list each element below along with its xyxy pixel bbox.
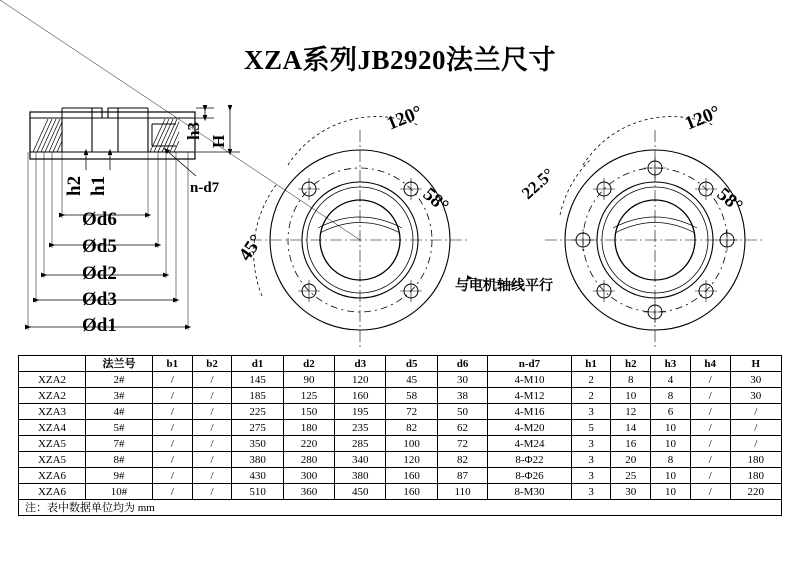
cell: / bbox=[690, 468, 730, 484]
cell: 45 bbox=[386, 372, 437, 388]
table-row bbox=[19, 372, 782, 388]
cell: 10 bbox=[611, 388, 651, 404]
page-title: XZA系列JB2920法兰尺寸 bbox=[243, 45, 556, 75]
cell: / bbox=[192, 372, 232, 388]
cell: XZA6 bbox=[19, 484, 86, 500]
cell: 8-Φ26 bbox=[488, 468, 572, 484]
cell: 120 bbox=[386, 452, 437, 468]
cell: / bbox=[690, 388, 730, 404]
cell: 6 bbox=[651, 404, 691, 420]
label-d5: Ød5 bbox=[82, 236, 117, 257]
header-cell: h2 bbox=[611, 356, 651, 372]
cell: 10# bbox=[86, 484, 153, 500]
cell: 2 bbox=[571, 388, 611, 404]
cell: XZA4 bbox=[19, 420, 86, 436]
cell: / bbox=[153, 388, 193, 404]
cell: / bbox=[153, 420, 193, 436]
cell: 82 bbox=[386, 420, 437, 436]
cell: 3 bbox=[571, 468, 611, 484]
cell: 82 bbox=[437, 452, 487, 468]
cell: 110 bbox=[437, 484, 487, 500]
cell: 30 bbox=[730, 372, 781, 388]
cell: 300 bbox=[283, 468, 334, 484]
cell: 14 bbox=[611, 420, 651, 436]
cell: 185 bbox=[232, 388, 283, 404]
cell: 72 bbox=[437, 436, 487, 452]
cell: 4-M24 bbox=[488, 436, 572, 452]
cell: / bbox=[153, 484, 193, 500]
cell: / bbox=[192, 484, 232, 500]
cell: 145 bbox=[232, 372, 283, 388]
cell: / bbox=[690, 452, 730, 468]
label-angle-120-left: 120° bbox=[384, 101, 426, 135]
cell: XZA5 bbox=[19, 452, 86, 468]
cell: 220 bbox=[730, 484, 781, 500]
cell: 510 bbox=[232, 484, 283, 500]
cell: 360 bbox=[283, 484, 334, 500]
cell: / bbox=[153, 436, 193, 452]
table-header-row bbox=[19, 356, 782, 372]
cell: / bbox=[730, 420, 781, 436]
cell: 10 bbox=[651, 420, 691, 436]
header-cell: h1 bbox=[571, 356, 611, 372]
cell: / bbox=[192, 436, 232, 452]
cell: 8-M30 bbox=[488, 484, 572, 500]
header-cell: h3 bbox=[651, 356, 691, 372]
table-row bbox=[19, 484, 782, 500]
table-row bbox=[19, 404, 782, 420]
cell: 450 bbox=[335, 484, 386, 500]
label-angle-58-left: 58° bbox=[418, 183, 453, 217]
table-note: 注：表中数据单位均为 mm bbox=[19, 500, 782, 516]
cell: 50 bbox=[437, 404, 487, 420]
cell: / bbox=[192, 420, 232, 436]
header-cell: b2 bbox=[192, 356, 232, 372]
label-angle-22-5-right: 22.5° bbox=[517, 164, 558, 203]
cell: 125 bbox=[283, 388, 334, 404]
cell: / bbox=[690, 372, 730, 388]
cell: 380 bbox=[232, 452, 283, 468]
front-view-4-hole bbox=[0, 0, 470, 350]
cell: 180 bbox=[283, 420, 334, 436]
cell: 72 bbox=[386, 404, 437, 420]
cell: / bbox=[192, 452, 232, 468]
front-view-8-hole bbox=[545, 117, 765, 350]
cell: 7# bbox=[86, 436, 153, 452]
cell: 8 bbox=[611, 372, 651, 388]
label-angle-120-right: 120° bbox=[682, 101, 724, 135]
cell: 4# bbox=[86, 404, 153, 420]
cell: 3 bbox=[571, 452, 611, 468]
header-cell: d1 bbox=[232, 356, 283, 372]
cell: 3# bbox=[86, 388, 153, 404]
cell: 220 bbox=[283, 436, 334, 452]
header-cell: n-d7 bbox=[488, 356, 572, 372]
cell: 87 bbox=[437, 468, 487, 484]
cell: 8# bbox=[86, 452, 153, 468]
cell: 285 bbox=[335, 436, 386, 452]
cell: 9# bbox=[86, 468, 153, 484]
header-cell: d5 bbox=[386, 356, 437, 372]
label-h2: h2 bbox=[64, 175, 85, 196]
header-cell: d2 bbox=[283, 356, 334, 372]
cell: 380 bbox=[335, 468, 386, 484]
label-d1: Ød1 bbox=[82, 315, 117, 336]
label-angle-58-right: 58° bbox=[712, 183, 747, 217]
cell: 280 bbox=[283, 452, 334, 468]
cell: / bbox=[690, 420, 730, 436]
cell: 195 bbox=[335, 404, 386, 420]
cell: / bbox=[730, 404, 781, 420]
cell: 10 bbox=[651, 436, 691, 452]
label-d2: Ød2 bbox=[82, 263, 117, 284]
cell: / bbox=[690, 404, 730, 420]
cell: 30 bbox=[611, 484, 651, 500]
cell: / bbox=[192, 468, 232, 484]
cell: XZA6 bbox=[19, 468, 86, 484]
header-cell: d6 bbox=[437, 356, 487, 372]
cell: 8 bbox=[651, 388, 691, 404]
cell: / bbox=[690, 484, 730, 500]
cell: 160 bbox=[335, 388, 386, 404]
label-h1: h1 bbox=[88, 175, 109, 196]
label-angle-45-left: 45° bbox=[234, 231, 268, 265]
cell: 62 bbox=[437, 420, 487, 436]
cell: XZA3 bbox=[19, 404, 86, 420]
table-note-row bbox=[19, 500, 782, 516]
cell: / bbox=[153, 452, 193, 468]
label-d6: Ød6 bbox=[82, 209, 117, 230]
cell: 58 bbox=[386, 388, 437, 404]
cell: 38 bbox=[437, 388, 487, 404]
cell: / bbox=[690, 436, 730, 452]
cell: 16 bbox=[611, 436, 651, 452]
cell: 430 bbox=[232, 468, 283, 484]
table-row bbox=[19, 452, 782, 468]
cell: 160 bbox=[386, 468, 437, 484]
cell: XZA2 bbox=[19, 388, 86, 404]
cell: 225 bbox=[232, 404, 283, 420]
cell: 235 bbox=[335, 420, 386, 436]
cell: 4-M16 bbox=[488, 404, 572, 420]
cell: XZA5 bbox=[19, 436, 86, 452]
label-d3: Ød3 bbox=[82, 289, 117, 310]
cell: 25 bbox=[611, 468, 651, 484]
cell: 180 bbox=[730, 468, 781, 484]
dimension-table bbox=[18, 355, 782, 516]
table-row bbox=[19, 420, 782, 436]
cell: 30 bbox=[730, 388, 781, 404]
cell: 8-Φ22 bbox=[488, 452, 572, 468]
cell: 10 bbox=[651, 484, 691, 500]
cell: XZA2 bbox=[19, 372, 86, 388]
cell: / bbox=[153, 404, 193, 420]
table-row bbox=[19, 388, 782, 404]
cell: / bbox=[153, 372, 193, 388]
cell: / bbox=[192, 388, 232, 404]
label-n-d7: n-d7 bbox=[190, 180, 220, 196]
header-cell: h4 bbox=[690, 356, 730, 372]
cell: 10 bbox=[651, 468, 691, 484]
cell: 100 bbox=[386, 436, 437, 452]
cell: 160 bbox=[386, 484, 437, 500]
table-row bbox=[19, 436, 782, 452]
label-H: H bbox=[209, 134, 228, 148]
cell: 5# bbox=[86, 420, 153, 436]
cell: 2 bbox=[571, 372, 611, 388]
cell: 3 bbox=[571, 404, 611, 420]
cell: 180 bbox=[730, 452, 781, 468]
cell: / bbox=[730, 436, 781, 452]
cell: 4-M20 bbox=[488, 420, 572, 436]
cell: 20 bbox=[611, 452, 651, 468]
cell: 5 bbox=[571, 420, 611, 436]
cell: 12 bbox=[611, 404, 651, 420]
header-cell: d3 bbox=[335, 356, 386, 372]
label-h3: h3 bbox=[184, 122, 203, 140]
cell: 350 bbox=[232, 436, 283, 452]
cell: 8 bbox=[651, 452, 691, 468]
cell: 4 bbox=[651, 372, 691, 388]
header-cell: 法兰号 bbox=[86, 356, 153, 372]
cell: 3 bbox=[571, 436, 611, 452]
cell: 275 bbox=[232, 420, 283, 436]
cell: 150 bbox=[283, 404, 334, 420]
cell: 120 bbox=[335, 372, 386, 388]
header-cell: H bbox=[730, 356, 781, 372]
header-cell: b1 bbox=[153, 356, 193, 372]
header-cell bbox=[19, 356, 86, 372]
cell: 3 bbox=[571, 484, 611, 500]
cell: 340 bbox=[335, 452, 386, 468]
cell: / bbox=[192, 404, 232, 420]
cell: 2# bbox=[86, 372, 153, 388]
cell: 90 bbox=[283, 372, 334, 388]
cell: / bbox=[153, 468, 193, 484]
table-row bbox=[19, 468, 782, 484]
cell: 4-M10 bbox=[488, 372, 572, 388]
cell: 4-M12 bbox=[488, 388, 572, 404]
label-parallel-note: 与电机轴线平行 bbox=[455, 279, 553, 294]
cell: 30 bbox=[437, 372, 487, 388]
